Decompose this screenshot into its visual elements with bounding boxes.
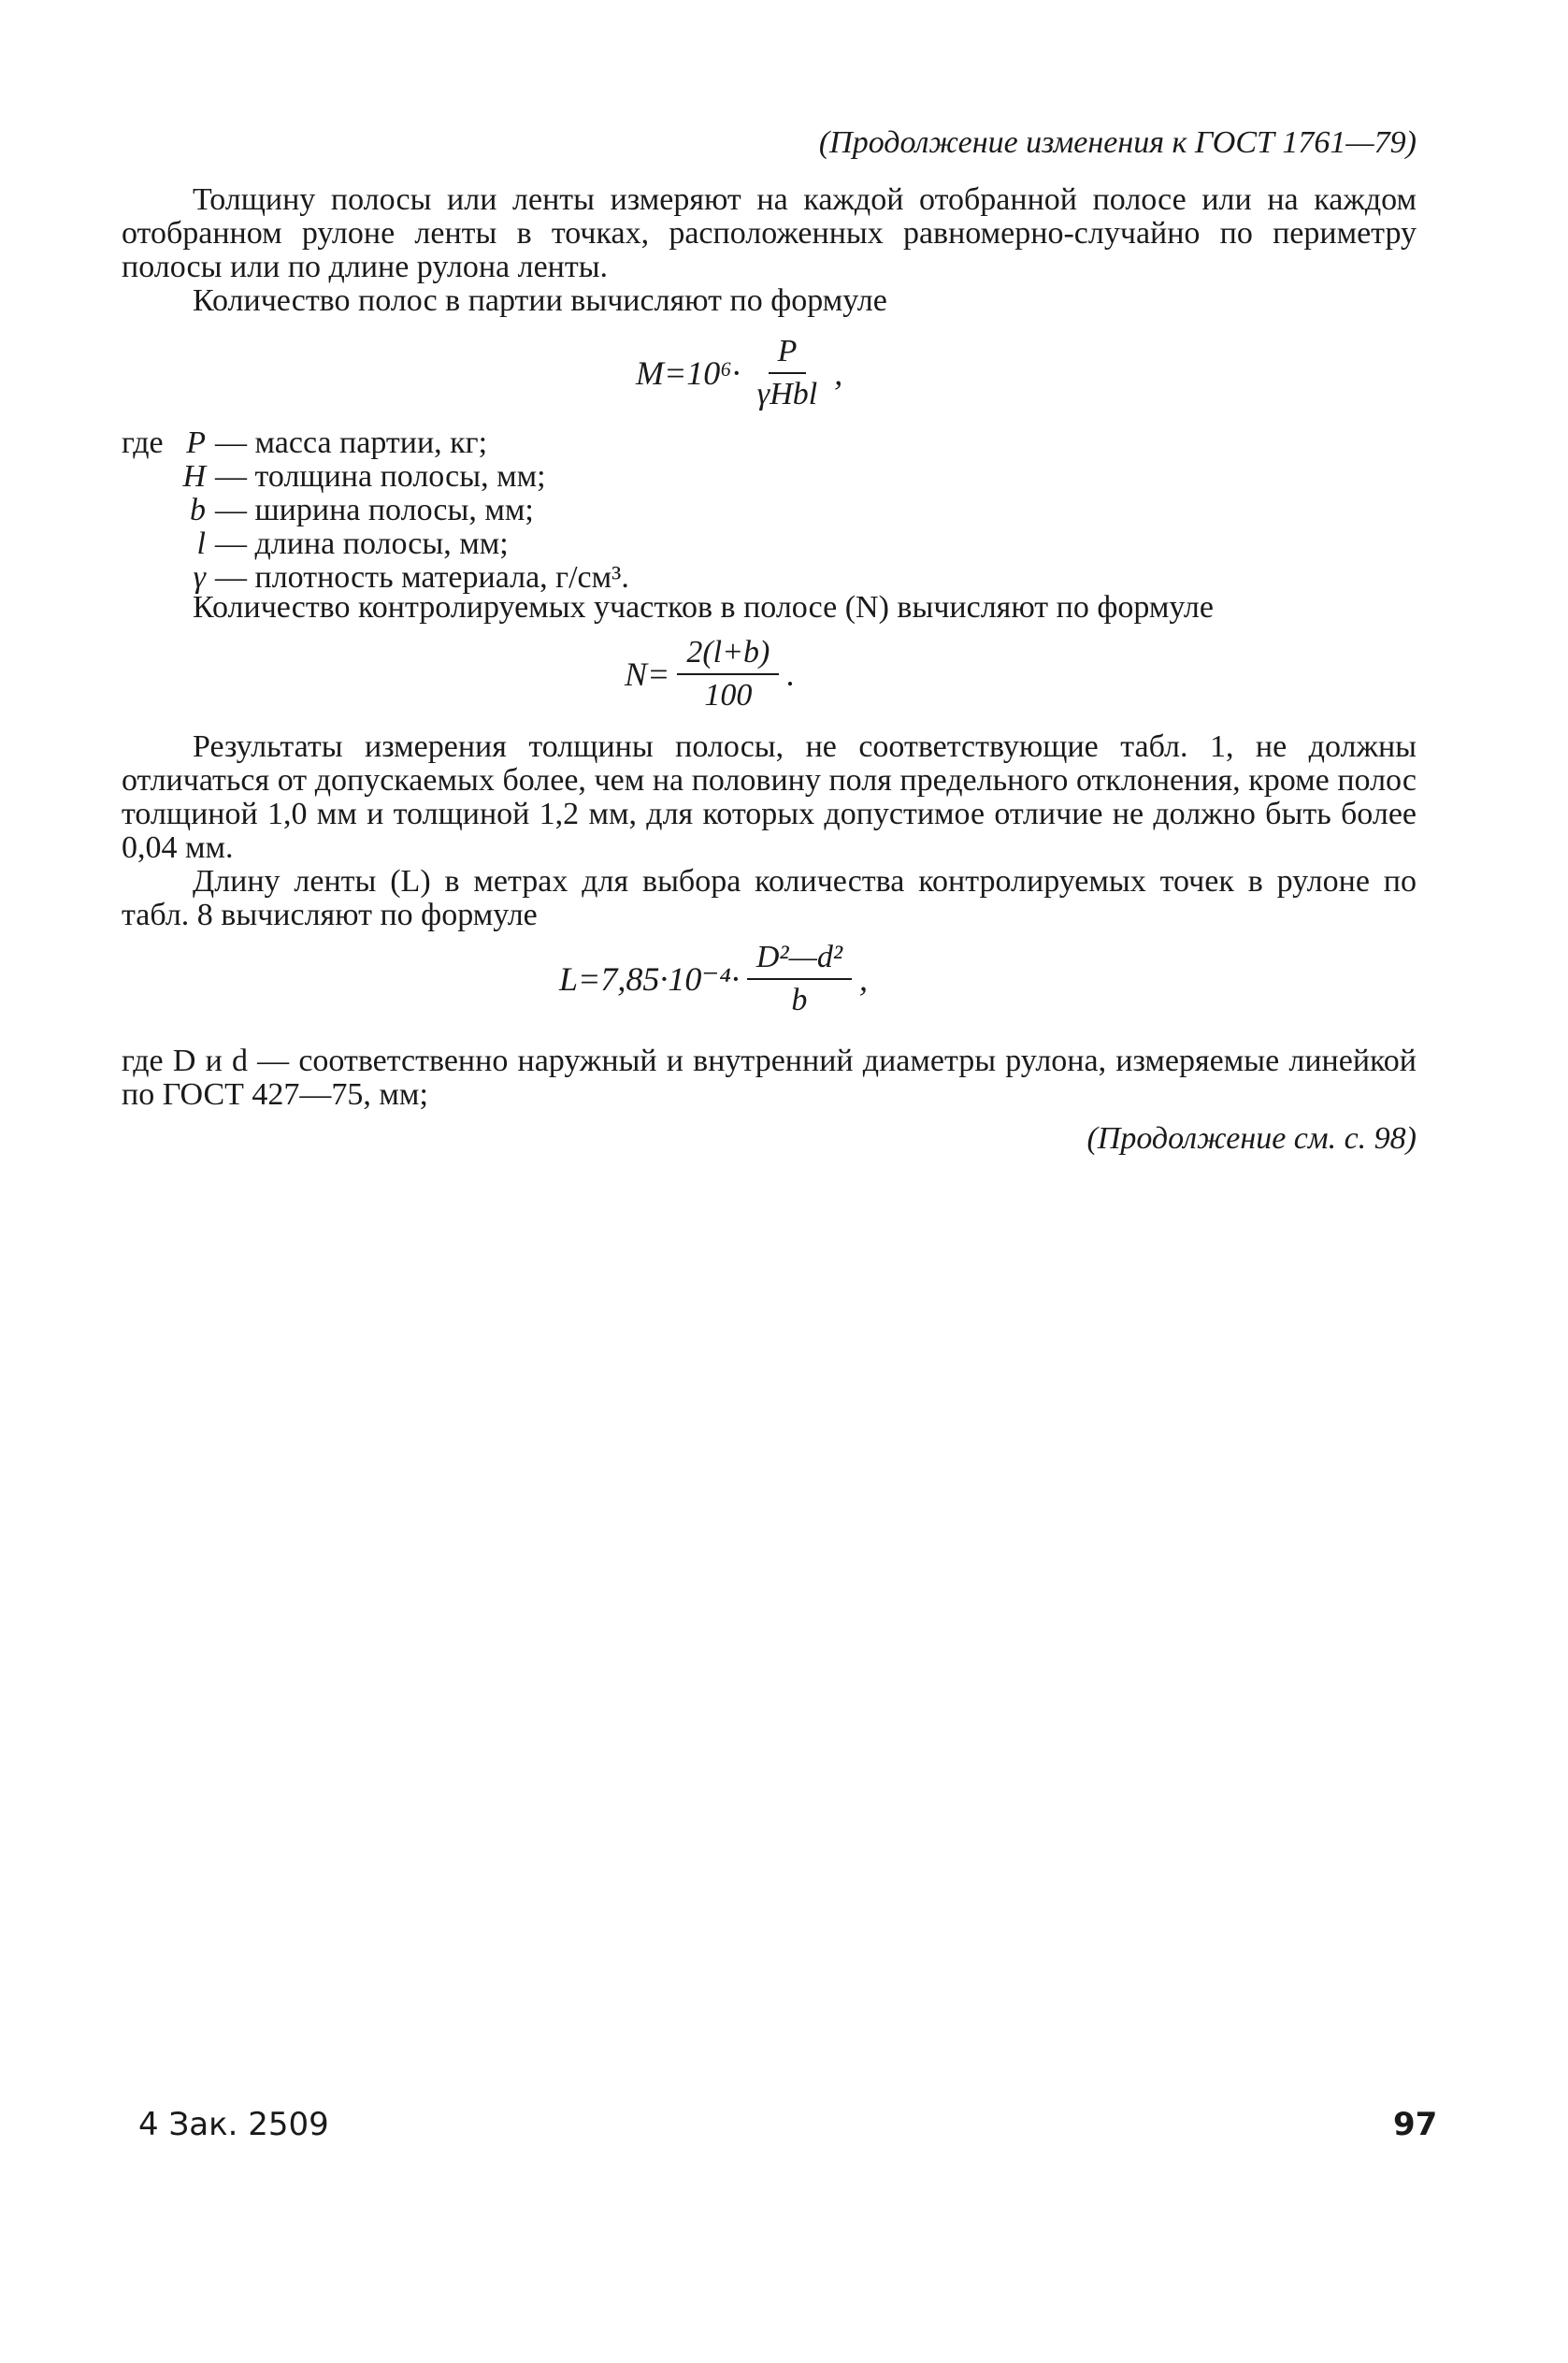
formula-l-fraction [747, 939, 852, 1019]
legend-symbol: b [190, 493, 206, 527]
legend-symbol: H [182, 459, 206, 494]
formula-m-tail: , [834, 354, 843, 392]
continuation-footer [122, 1122, 1417, 1156]
paragraph-tape-length [122, 865, 1417, 932]
legend-prefix: где [122, 425, 164, 460]
formula-l-lhs: L=7,85·10⁻⁴· [559, 960, 740, 998]
paragraph-sections-count [122, 591, 1417, 625]
formula-l-tail: , [859, 960, 869, 998]
paragraph-measurement-results [122, 730, 1417, 865]
paragraph-6-text: где D и d — соответственно наружный и внутренний диаметры рулона, измеряемые линейкой по ГОСТ 427—75, мм; [122, 1044, 1417, 1112]
legend-text: — ширина полосы, мм; [215, 493, 534, 527]
paragraph-4-text: Результаты измерения толщины полосы, не соответствующие табл. 1, не должны отличаться от допускаемых более, чем на половину поля предельного отклонения, кроме полос толщиной 1,0 мм и толщиной 1,2 мм, для которых допустимое отличие не должно быть более 0,04 мм. [122, 729, 1417, 865]
order-number: 4 Зак. 2509 [138, 2106, 329, 2143]
legend-symbol: P [186, 425, 206, 460]
legend-row [122, 460, 629, 494]
formula-l-numerator: D²—d² [747, 939, 852, 980]
formula-n-fraction [677, 634, 779, 714]
formula-n-tail: . [786, 656, 796, 693]
continuation-footer-text: (Продолжение см. с. 98) [1086, 1121, 1417, 1156]
paragraph-thickness-measurement [122, 183, 1417, 284]
formula-n-denominator: 100 [704, 678, 753, 713]
formula-n [625, 634, 795, 714]
legend-text: — масса партии, кг; [215, 425, 488, 460]
legend-text: — длина полосы, мм; [215, 526, 509, 561]
legend-symbol: l [196, 526, 206, 561]
header-continuation [122, 126, 1417, 160]
paragraph-strip-count [122, 284, 1417, 318]
legend-text: — плотность материала, г/см³. [215, 560, 629, 595]
header-continuation-text: (Продолжение изменения к ГОСТ 1761—79) [818, 125, 1417, 160]
formula-n-lhs: N= [625, 656, 670, 693]
legend-symbol: γ [193, 560, 206, 595]
legend-row [122, 494, 629, 527]
paragraph-3-text: Количество контролируемых участков в полосе (N) вычисляют по формуле [193, 590, 1214, 625]
legend-text: — толщина полосы, мм; [215, 459, 546, 494]
paragraph-2-text: Количество полос в партии вычисляют по формуле [193, 283, 887, 318]
variable-legend [122, 426, 629, 595]
formula-l [559, 939, 868, 1019]
paragraph-5-text: Длину ленты (L) в метрах для выбора количества контролируемых точек в рулоне по табл. 8 вычисляют по формуле [122, 864, 1417, 932]
page-number: 97 [1393, 2106, 1438, 2143]
formula-m-lhs: M=10⁶· [636, 354, 741, 392]
legend-row [122, 426, 629, 460]
formula-m-fraction [748, 333, 827, 413]
formula-m-denominator: γHbl [756, 377, 818, 411]
formula-l-denominator: b [791, 983, 808, 1017]
formula-m-numerator: P [769, 333, 807, 374]
paragraph-1-text: Толщину полосы или ленты измеряют на каждой отобранной полосе или на каждом отобранном рулоне ленты в точках, расположенных равномерно-случайно по периметру полосы или по длине рулона ленты. [122, 182, 1417, 284]
paragraph-diameters [122, 1045, 1417, 1112]
formula-m [636, 333, 842, 413]
formula-n-numerator: 2(l+b) [677, 634, 779, 675]
legend-row [122, 527, 629, 561]
